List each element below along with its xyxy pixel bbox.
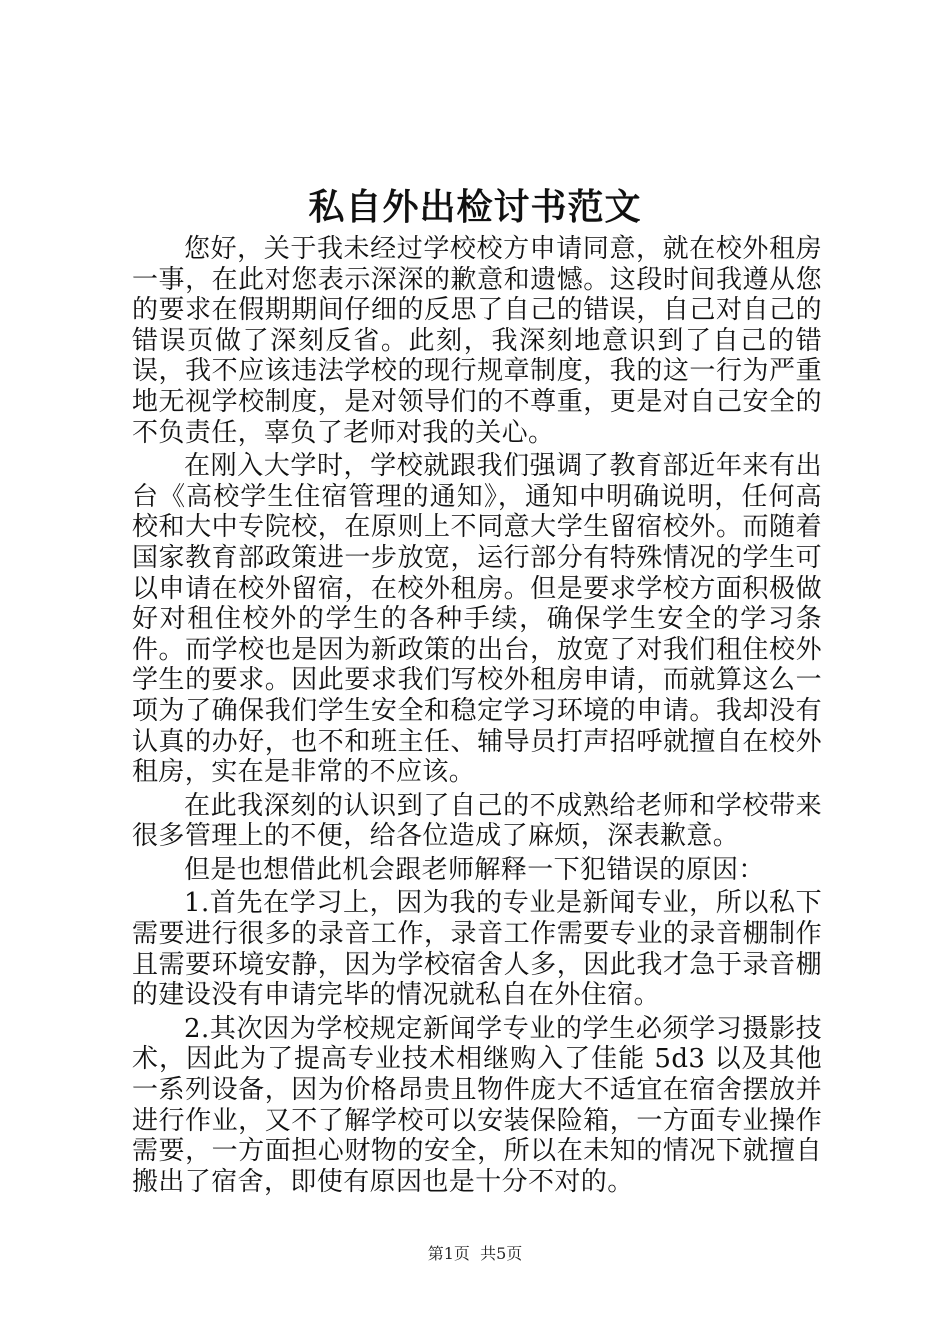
paragraph-apology: 您好，关于我未经过学校校方申请同意，就在校外租房一事，在此对您表示深深的歉意和遗憾。这段时间我遵从您的要求在假期期间仔细的反思了自己的错误，自己对自己的错误页做了深刻反省。此刻，我深刻地意识到了自己的错误，我不应该违法学校的现行规章制度，我的这一行为严重地无视学校制度，是对领导们的不尊重，更是对自己安全的不负责任，辜负了老师对我的关心。: [132, 234, 822, 448]
document-title: 私自外出检讨书范文: [308, 187, 642, 228]
paragraph-reason-1: 1.首先在学习上，因为我的专业是新闻专业，所以私下需要进行很多的录音工作，录音工作需要专业的录音棚制作且需要环境安静，因为学校宿舍人多，因此我才急于录音棚的建设没有申请完毕的情况就私自在外住宿。: [132, 888, 822, 1011]
paragraph-acknowledgement: 在此我深刻的认识到了自己的不成熟给老师和学校带来很多管理上的不便，给各位造成了麻烦，深表歉意。: [132, 790, 822, 852]
page-number: 第1页: [427, 1244, 470, 1263]
page-footer: [0, 1242, 950, 1266]
document-body: [132, 234, 822, 1200]
paragraph-reason-2: 2.其次因为学校规定新闻学专业的学生必须学习摄影技术，因此为了提高专业技术相继购入了佳能 5d3 以及其他一系列设备，因为价格昂贵且物件庞大不适宜在宿舍摆放并进行作业，又不了解学校可以安装保险箱，一方面专业操作需要，一方面担心财物的安全，所以在未知的情况下就擅自搬出了宿舍，即使有原因也是十分不对的。: [132, 1013, 822, 1197]
paragraph-reason-intro: 但是也想借此机会跟老师解释一下犯错误的原因：: [184, 854, 765, 885]
paragraph-background: 在刚入大学时，学校就跟我们强调了教育部近年来有出台《高校学生住宿管理的通知》，通知中明确说明，任何高校和大中专院校，在原则上不同意大学生留宿校外。而随着国家教育部政策进一步放宽，运行部分有特殊情况的学生可以申请在校外留宿，在校外租房。但是要求学校方面积极做好对租住校外的学生的各种手续，确保学生安全的学习条件。而学校也是因为新政策的出台，放宽了对我们租住校外学生的要求。因此要求我们写校外租房申请，而就算这么一项为了确保我们学生安全和稳定学习环境的申请。我却没有认真的办好，也不和班主任、辅导员打声招呼就擅自在校外租房，实在是非常的不应该。: [132, 451, 822, 788]
page-total: 共5页: [480, 1244, 523, 1263]
